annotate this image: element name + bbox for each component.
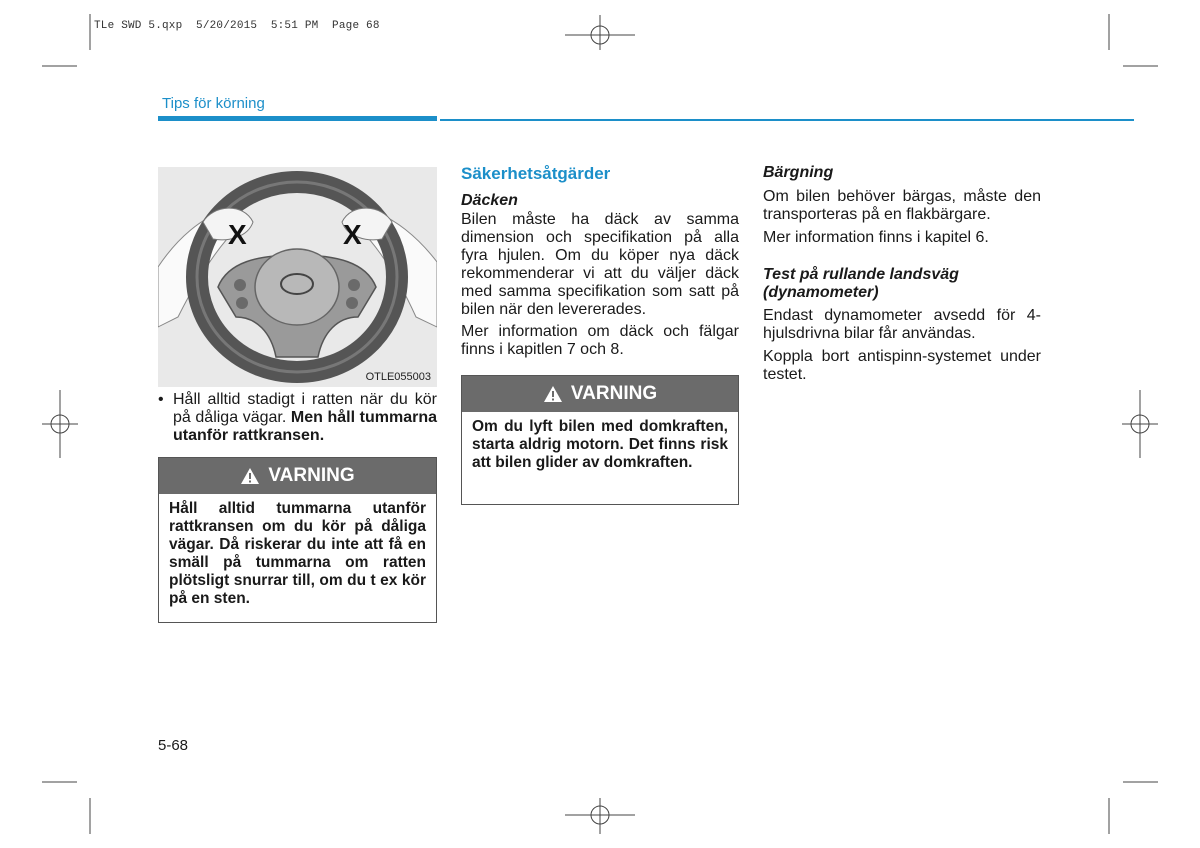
print-slug: TLe SWD 5.qxp 5/20/2015 5:51 PM Page 68 [94,20,380,32]
bullet-item [158,391,437,445]
warning-header [462,376,738,412]
middle-column [461,164,739,359]
right-column [763,164,1041,384]
warning-text: Om du lyft bilen med domkraften, starta aldrig motorn. Det finns risk att bilen glider av domkraften. [472,418,728,471]
subheading-tires: Däcken [461,192,518,209]
warning-box-thumbs [158,457,437,623]
bullet-text [173,391,437,445]
bullet-text-bold: Men håll tummarna utanför rattkransen. [173,409,437,444]
dynamometer-paragraph: Endast dynamometer avsedd för 4-hjulsdrivna bilar får användas. [763,307,1041,342]
warning-triangle-icon [543,385,563,403]
mark-x-right: X [343,219,362,250]
warning-triangle-icon [240,467,260,485]
steering-wheel-illustration [158,167,437,387]
heading-safety: Säkerhetsåtgärder [461,164,611,183]
warning-box-jack [461,375,739,505]
steering-wheel-figure [158,167,437,387]
heading-dynamometer: Test på rullande landsväg (dynamometer) [763,266,959,301]
towing-info-paragraph: Mer information finns i kapitel 6. [763,229,989,246]
bullet-dot: • [158,391,164,408]
page-number: 5-68 [158,737,189,754]
tires-paragraph: Bilen måste ha däck av samma dimension och specifikation på alla fyra hjulen. Om du köper nya däck rekommenderar vi att du väljer däck med samma specifikation som satt på bilen när den levererades. [461,211,739,318]
figure-code: OTLE055003 [365,371,431,383]
warning-text: Håll alltid tummarna utanför rattkransen om du kör på dåliga vägar. Då riskerar du inte att få en smäll på tummarna om ratten plötsligt snurrar till, om du t ex kör på en sten. [169,500,426,607]
mark-x-left: X [228,219,247,250]
header-rule-thick [158,116,437,121]
bullet-text-normal: Håll alltid stadigt i ratten när du kör på dåliga vägar. [173,391,437,426]
header-rule-thin [440,119,1134,121]
warning-title: VARNING [570,383,658,404]
dynamometer-tcs-paragraph: Koppla bort antispinn-systemet under testet. [763,348,1041,383]
tires-info-paragraph: Mer information om däck och fälgar finns i kapitlen 7 och 8. [461,323,739,358]
warning-header [159,458,436,494]
warning-title: VARNING [268,465,355,486]
towing-paragraph: Om bilen behöver bärgas, måste den transporteras på en flakbärgare. [763,188,1041,223]
section-title: Tips för körning [162,95,265,112]
heading-towing: Bärgning [763,164,834,181]
